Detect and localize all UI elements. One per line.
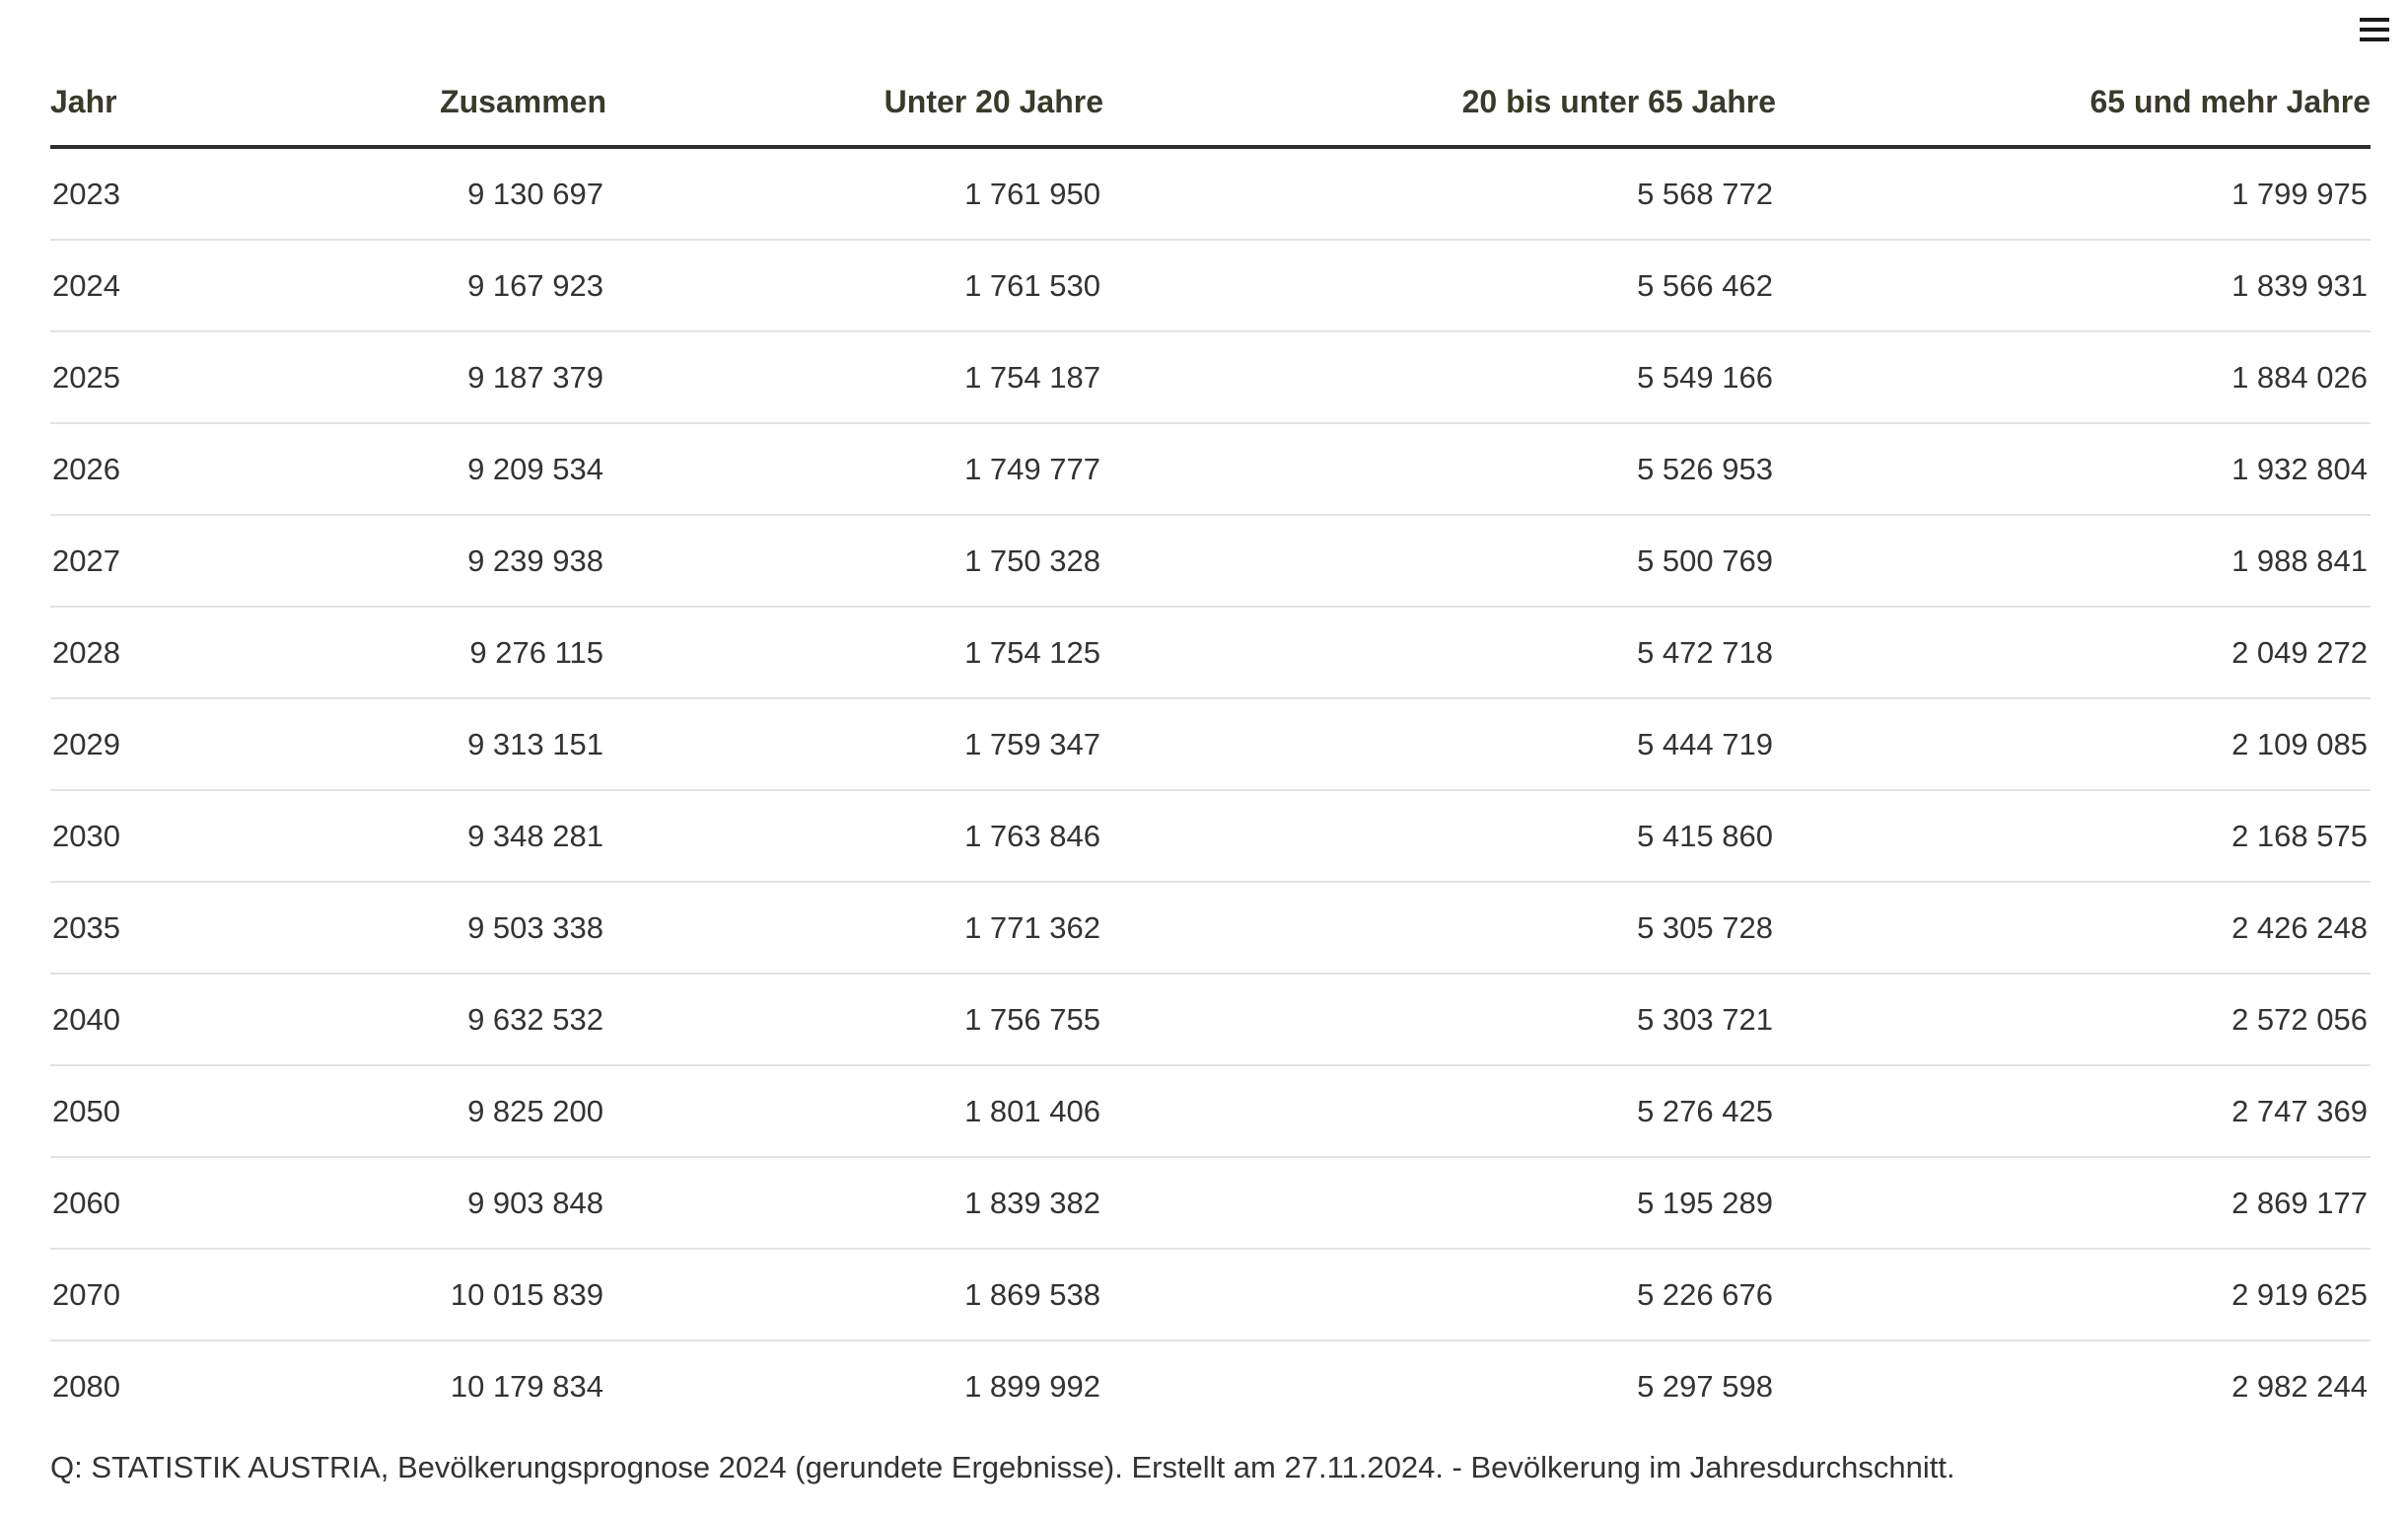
cell-zusammen: 10 015 839 [238, 1249, 606, 1340]
cell-unter-20: 1 756 755 [606, 974, 1103, 1065]
cell-unter-20: 1 750 328 [606, 515, 1103, 607]
cell-year: 2024 [50, 240, 238, 331]
cell-zusammen: 9 348 281 [238, 790, 606, 882]
cell-zusammen: 9 313 151 [238, 698, 606, 790]
cell-zusammen: 9 209 534 [238, 423, 606, 515]
table-row [50, 423, 2371, 515]
cell-year: 2025 [50, 331, 238, 423]
column-header-jahr: Jahr [50, 59, 238, 147]
table-row [50, 698, 2371, 790]
cell-year: 2080 [52, 1368, 120, 1404]
source-caption: Q: STATISTIK AUSTRIA, Bevölkerungsprognose 2024 (gerundete Ergebnisse). Erstellt am 27.11.2024. - Bevölkerung im Jahresdurchschnitt. [50, 1450, 1955, 1484]
table-row [50, 147, 2371, 240]
cell-zusammen: 9 903 848 [238, 1157, 606, 1249]
cell-zusammen: 9 503 338 [238, 882, 606, 974]
cell-zusammen: 10 179 834 [450, 1368, 603, 1404]
cell-year: 2030 [50, 790, 238, 882]
table-body [50, 147, 2371, 1431]
cell-year: 2023 [50, 147, 238, 240]
cell-year: 2027 [50, 515, 238, 607]
cell-unter-20: 1 763 846 [606, 790, 1103, 882]
cell-year: 2028 [50, 607, 238, 698]
cell-20-bis-65: 5 297 598 [1637, 1368, 1773, 1404]
cell-unter-20: 1 761 950 [606, 147, 1103, 240]
cell-20-bis-65: 5 303 721 [1103, 974, 1776, 1065]
cell-20-bis-65: 5 276 425 [1103, 1065, 1776, 1157]
cell-year: 2029 [50, 698, 238, 790]
table-row [50, 515, 2371, 607]
cell-65-und-mehr: 2 572 056 [1776, 974, 2371, 1065]
cell-20-bis-65: 5 444 719 [1103, 698, 1776, 790]
cell-unter-20: 1 839 382 [606, 1157, 1103, 1249]
cell-unter-20: 1 771 362 [606, 882, 1103, 974]
cell-year: 2026 [50, 423, 238, 515]
cell-65-und-mehr: 1 799 975 [1776, 147, 2371, 240]
cell-65-und-mehr: 2 747 369 [1776, 1065, 2371, 1157]
cell-year: 2050 [50, 1065, 238, 1157]
cell-year: 2035 [50, 882, 238, 974]
cell-65-und-mehr: 1 884 026 [1776, 331, 2371, 423]
cell-65-und-mehr: 2 049 272 [1776, 607, 2371, 698]
cell-zusammen: 9 239 938 [238, 515, 606, 607]
cell-zusammen: 9 187 379 [238, 331, 606, 423]
cell-65-und-mehr: 2 919 625 [1776, 1249, 2371, 1340]
column-header-zusammen: Zusammen [238, 59, 606, 147]
table-header-row [50, 59, 2371, 147]
table-row [50, 1340, 2371, 1431]
cell-65-und-mehr: 1 932 804 [1776, 423, 2371, 515]
cell-20-bis-65: 5 549 166 [1103, 331, 1776, 423]
cell-zusammen: 9 130 697 [238, 147, 606, 240]
cell-20-bis-65: 5 568 772 [1103, 147, 1776, 240]
cell-65-und-mehr: 2 426 248 [1776, 882, 2371, 974]
cell-unter-20: 1 761 530 [606, 240, 1103, 331]
cell-20-bis-65: 5 195 289 [1103, 1157, 1776, 1249]
table-row [50, 974, 2371, 1065]
cell-year: 2040 [50, 974, 238, 1065]
menu-button[interactable] [2351, 8, 2398, 51]
cell-65-und-mehr: 2 168 575 [1776, 790, 2371, 882]
cell-20-bis-65: 5 305 728 [1103, 882, 1776, 974]
hamburger-menu-icon [2360, 17, 2389, 42]
cell-20-bis-65: 5 566 462 [1103, 240, 1776, 331]
cell-zusammen: 9 167 923 [238, 240, 606, 331]
table-row [50, 1249, 2371, 1340]
table-row [50, 1157, 2371, 1249]
cell-year: 2060 [50, 1157, 238, 1249]
cell-20-bis-65: 5 472 718 [1103, 607, 1776, 698]
table-row [50, 790, 2371, 882]
table-row [50, 1065, 2371, 1157]
cell-zusammen: 9 632 532 [238, 974, 606, 1065]
column-header-65-und-mehr: 65 und mehr Jahre [1776, 59, 2371, 147]
cell-20-bis-65: 5 415 860 [1103, 790, 1776, 882]
population-table-container [50, 59, 2371, 1431]
column-header-unter-20: Unter 20 Jahre [606, 59, 1103, 147]
cell-unter-20: 1 801 406 [606, 1065, 1103, 1157]
cell-65-und-mehr: 1 988 841 [1776, 515, 2371, 607]
table-row [50, 331, 2371, 423]
cell-unter-20: 1 754 187 [606, 331, 1103, 423]
cell-unter-20: 1 749 777 [606, 423, 1103, 515]
cell-year: 2070 [50, 1249, 238, 1340]
table-row [50, 882, 2371, 974]
cell-65-und-mehr: 1 839 931 [1776, 240, 2371, 331]
cell-unter-20: 1 759 347 [606, 698, 1103, 790]
table-row [50, 607, 2371, 698]
column-header-20-bis-65: 20 bis unter 65 Jahre [1103, 59, 1776, 147]
cell-zusammen: 9 825 200 [238, 1065, 606, 1157]
table-row [50, 240, 2371, 331]
cell-zusammen: 9 276 115 [238, 607, 606, 698]
cell-20-bis-65: 5 526 953 [1103, 423, 1776, 515]
cell-unter-20: 1 754 125 [606, 607, 1103, 698]
cell-unter-20: 1 899 992 [964, 1368, 1100, 1404]
cell-65-und-mehr: 2 109 085 [1776, 698, 2371, 790]
cell-unter-20: 1 869 538 [606, 1249, 1103, 1340]
cell-20-bis-65: 5 500 769 [1103, 515, 1776, 607]
cell-65-und-mehr: 2 982 244 [2231, 1368, 2368, 1404]
population-table [50, 59, 2371, 1431]
cell-65-und-mehr: 2 869 177 [1776, 1157, 2371, 1249]
cell-20-bis-65: 5 226 676 [1103, 1249, 1776, 1340]
